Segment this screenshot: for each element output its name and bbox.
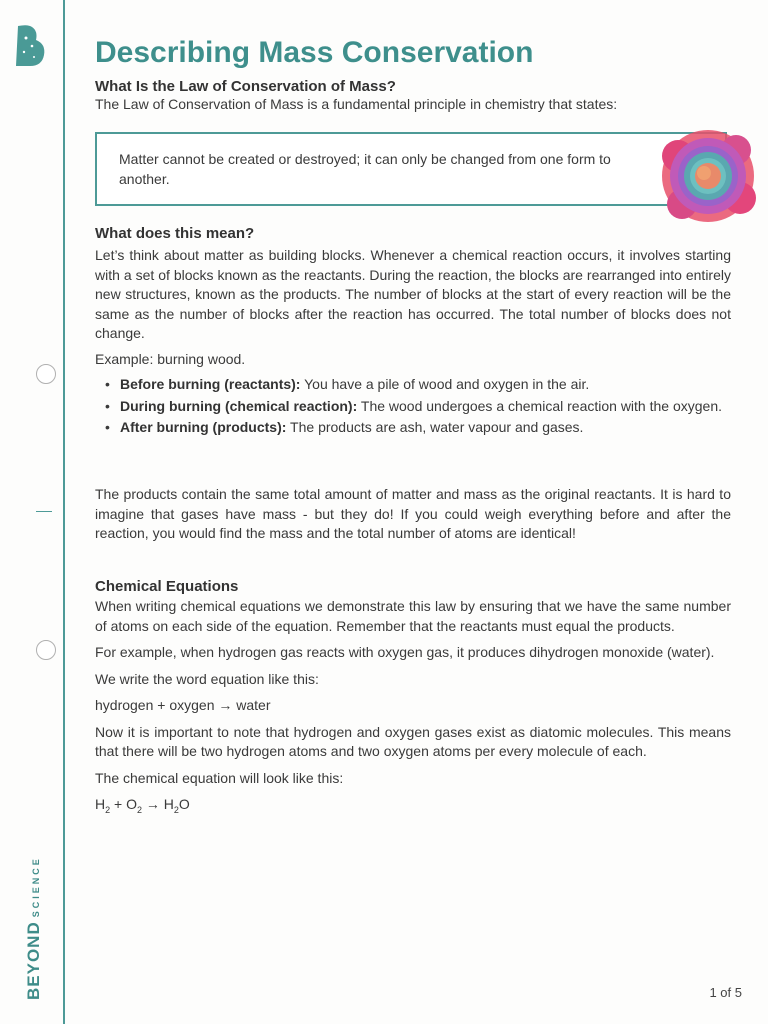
eq-w-sub: 2 — [173, 804, 179, 815]
diatomic-paragraph: Now it is important to note that hydrogen and oxygen gases exist as diatomic molecules. This means that there will be two hydrogen atoms and two oxygen atoms per every molecule of each. — [95, 723, 731, 759]
item-label: After burning (products): — [120, 419, 287, 435]
chemical-equation — [95, 795, 731, 820]
example-paragraph: For example, when hydrogen gas reacts with oxygen gas, it produces dihydrogen monoxide (water). — [95, 644, 715, 660]
callout-text: Matter cannot be created or destroyed; it can only be changed from one form to another. — [119, 151, 611, 187]
word-equation: hydrogen + oxygen → water — [95, 697, 271, 713]
binder-hole — [36, 640, 56, 660]
products-paragraph: The products contain the same total amount of matter and mass as the original reactants. It is hard to imagine that gases have mass - but they do! If you could weigh everything before and after the reaction, you would find the mass and the total number of atoms are identical! — [95, 486, 731, 541]
binder-hole — [36, 364, 56, 384]
brand-wordmark — [24, 856, 44, 1000]
example-text: Example: burning wood. — [95, 350, 246, 367]
item-label: During burning (chemical reaction): — [120, 397, 358, 414]
page-title: Describing Mass Conservation — [95, 36, 534, 69]
list-item: • During burning (chemical reaction): The wood undergoes a chemical reaction with the oxygen. — [105, 397, 722, 414]
item-label: Before burning (reactants): — [120, 376, 301, 392]
section-heading: Chemical Equations — [95, 578, 239, 595]
products-paragraph-block — [95, 485, 731, 544]
section-law — [95, 78, 731, 115]
beyond-logo-icon — [14, 24, 52, 68]
list-item: • After burning (products): The products are ash, water vapour and gases. — [105, 419, 584, 435]
page-number: 1 of 5 — [709, 985, 742, 1000]
section-heading: What does this mean? — [95, 225, 255, 242]
virus-illustration — [656, 122, 760, 230]
meaning-paragraph: Let’s think about matter as building blocks. Whenever a chemical reaction occurs, it involves starting with a set of blocks known as the reactants. During the reaction, the blocks are rearranged into entirely new structures, known as the products. The number of blocks at the start of every reaction will be the same as the number of blocks after the reaction has occurred. The total number of blocks does not change. — [95, 247, 731, 341]
fold-mark — [36, 511, 52, 512]
section-equations — [95, 578, 731, 820]
example-list — [95, 375, 731, 438]
equations-paragraph: When writing chemical equations we demonstrate this law by ensuring that we have the same number of atoms on each side of the equation. Remember that the reactants must equal the products. — [95, 598, 731, 634]
eq-o-sub: 2 — [137, 804, 143, 815]
section-heading: What Is the Law of Conservation of Mass? — [95, 78, 396, 95]
eq-arrow-h: → H — [142, 796, 174, 812]
brand-word: BEYOND — [24, 921, 43, 1000]
word-equation-intro: We write the word equation like this: — [95, 670, 319, 687]
eq-h-sub: 2 — [105, 804, 111, 815]
eq-o: O — [178, 796, 190, 812]
item-text: The wood undergoes a chemical reaction with the oxygen. — [357, 397, 722, 414]
chemical-equation-intro: The chemical equation will look like this: — [95, 769, 344, 786]
eq-plus-o: + O — [110, 796, 137, 812]
brand-sub: SCIENCE — [31, 856, 41, 918]
eq-h: H — [95, 796, 106, 812]
intro-text: The Law of Conservation of Mass is a fundamental principle in chemistry that states: — [95, 96, 618, 112]
section-meaning — [95, 225, 731, 438]
item-text: The products are ash, water vapour and gases. — [286, 419, 584, 435]
item-text: You have a pile of wood and oxygen in the air. — [300, 376, 590, 392]
list-item: • Before burning (reactants): You have a pile of wood and oxygen in the air. — [105, 376, 590, 392]
definition-callout — [95, 132, 727, 206]
margin-line — [63, 0, 65, 1024]
